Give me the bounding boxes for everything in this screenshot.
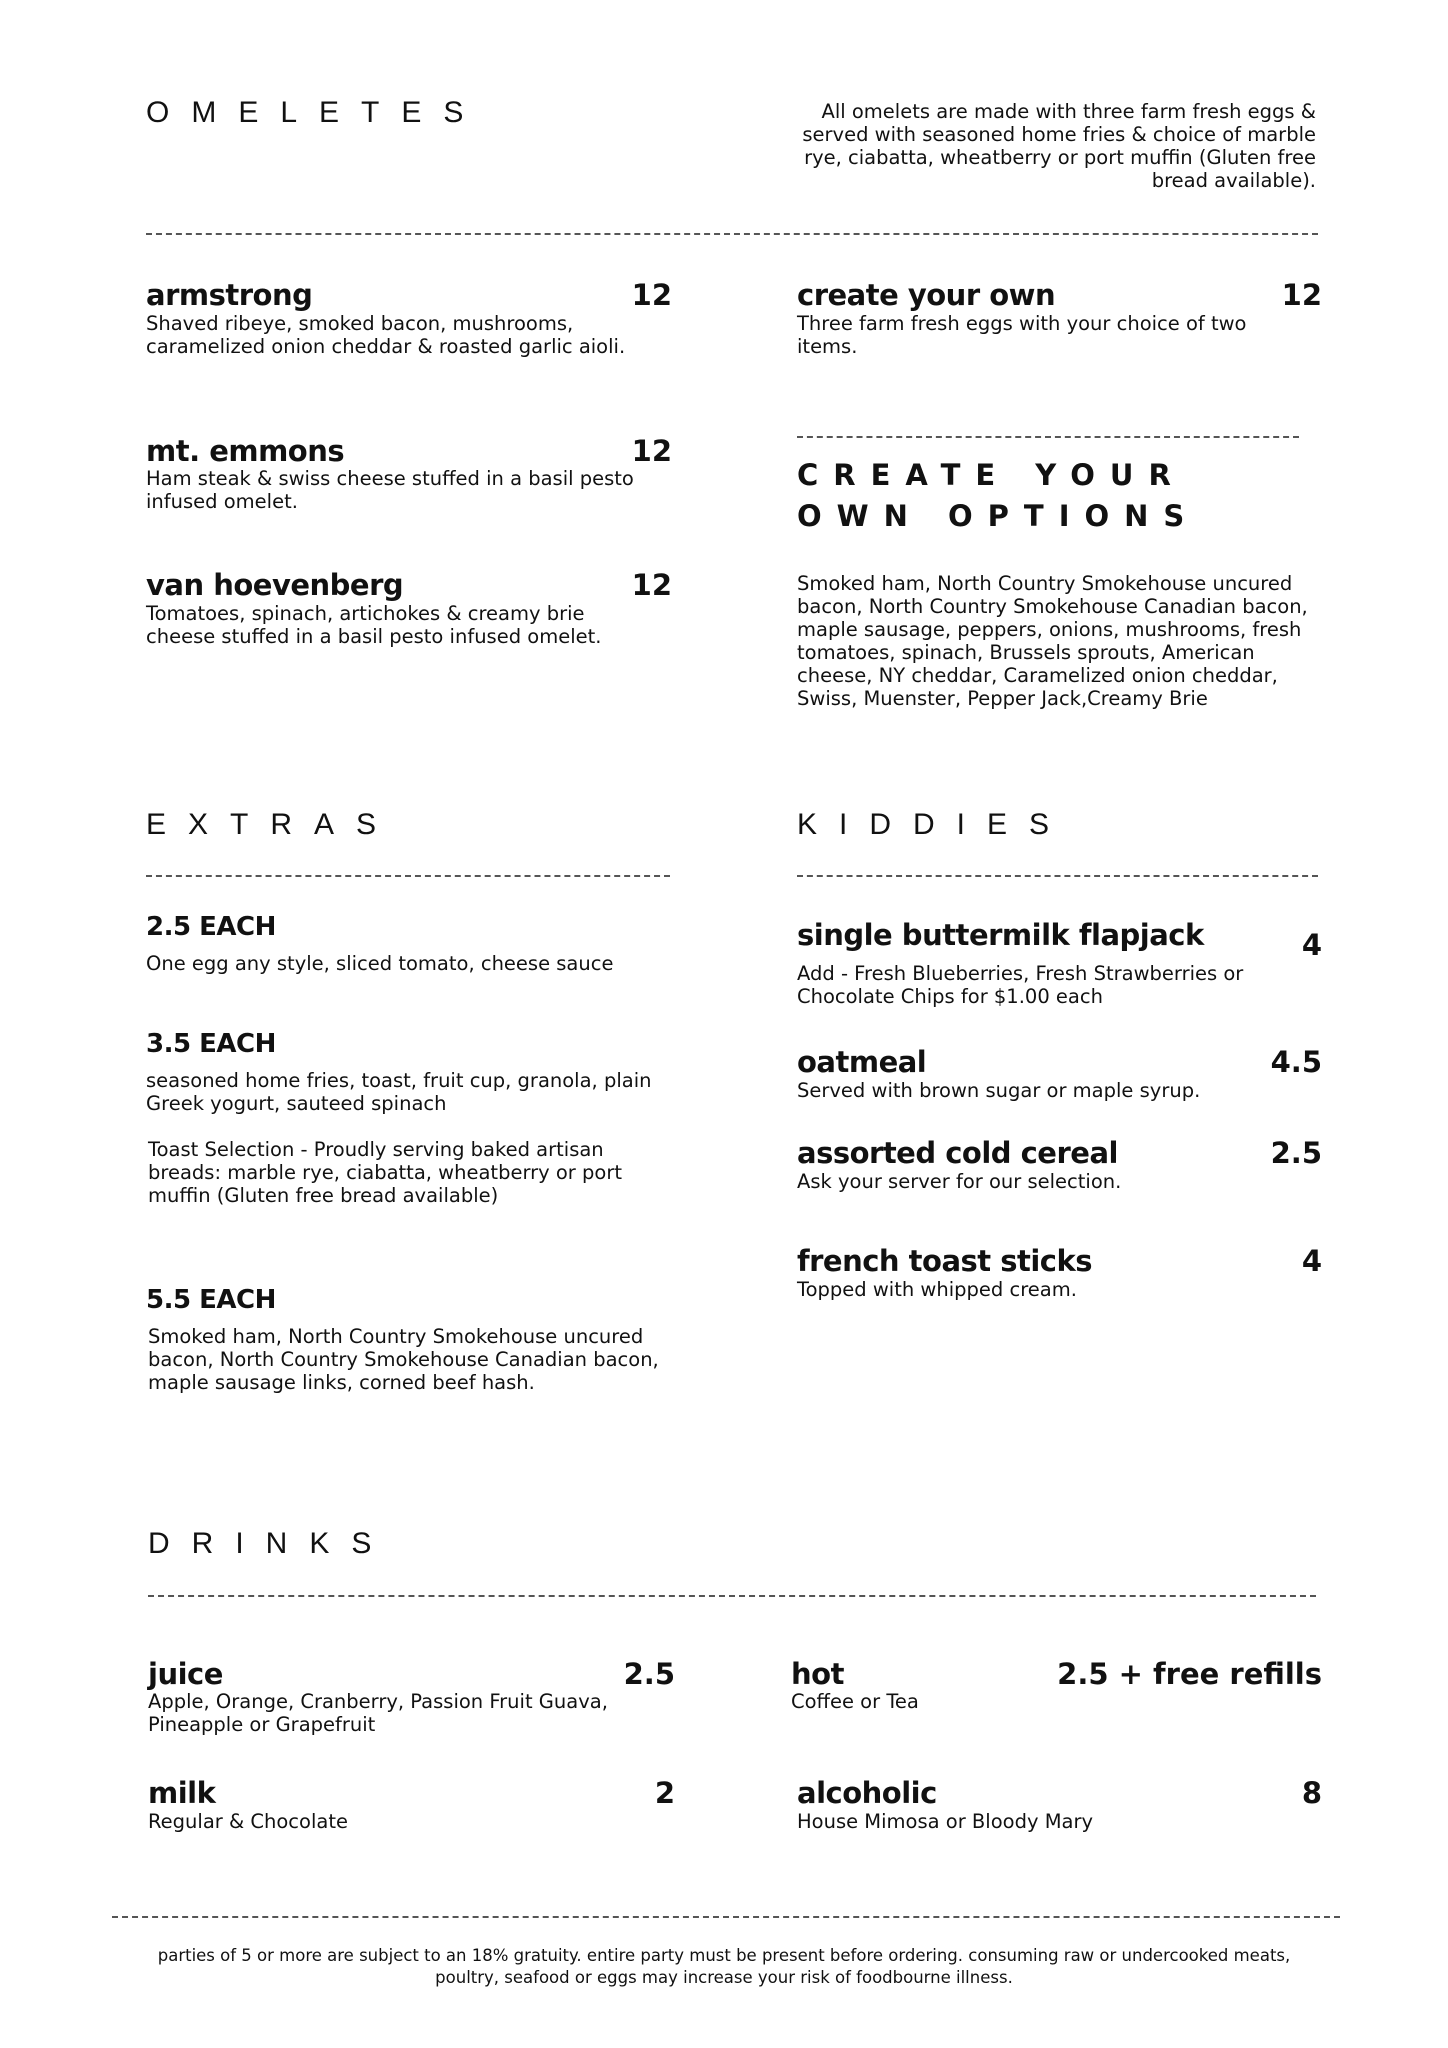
- item-price: 2.5: [623, 1657, 675, 1691]
- item-price: 12: [631, 568, 672, 602]
- item-name: van hoevenberg: [146, 568, 404, 602]
- item-desc: Apple, Orange, Cranberry, Passion Fruit Guava, Pineapple or Grapefruit: [148, 1690, 608, 1736]
- item-name: assorted cold cereal: [797, 1136, 1118, 1170]
- footer-disclaimer: parties of 5 or more are subject to an 18% gratuity. entire party must be present before ordering. consuming raw or undercooked meats, poultry, seafood or eggs may increase your risk of foodbourne illness.: [157, 1946, 1291, 1987]
- drinks-title: DRINKS: [148, 1527, 394, 1560]
- item-price: 12: [631, 434, 672, 468]
- extras-title: EXTRAS: [146, 808, 399, 841]
- omeletes-intro: All omelets are made with three farm fresh eggs & served with seasoned home fries & choice of marble rye, ciabatta, wheatberry or port muffin (Gluten free bread available).: [802, 100, 1316, 192]
- item-name: milk: [148, 1776, 216, 1810]
- item-price: 2.5 + free refills: [1057, 1657, 1322, 1691]
- item-desc: Regular & Chocolate: [148, 1810, 348, 1833]
- item-name: oatmeal: [797, 1045, 927, 1079]
- item-name: armstrong: [146, 278, 313, 312]
- extras-group-desc: One egg any style, sliced tomato, cheese sauce: [146, 952, 614, 975]
- divider: [146, 233, 1318, 235]
- item-desc: Add - Fresh Blueberries, Fresh Strawberries or Chocolate Chips for $1.00 each: [797, 962, 1244, 1008]
- item-desc: Topped with whipped cream.: [797, 1278, 1077, 1301]
- divider: [797, 436, 1299, 438]
- divider: [146, 875, 670, 877]
- item-desc: Served with brown sugar or maple syrup.: [797, 1079, 1201, 1102]
- create-options-title: CREATE YOUR OWN OPTIONS: [797, 458, 1200, 533]
- item-name: juice: [148, 1657, 223, 1691]
- extras-group-desc: seasoned home fries, toast, fruit cup, granola, plain Greek yogurt, sauteed spinach: [146, 1069, 652, 1115]
- item-name: single buttermilk flapjack: [797, 918, 1204, 952]
- item-price: 4: [1301, 1244, 1322, 1278]
- kiddies-title: KIDDIES: [797, 808, 1072, 841]
- item-desc: Ham steak & swiss cheese stuffed in a basil pesto infused omelet.: [146, 467, 634, 513]
- divider: [148, 1595, 1316, 1597]
- item-name: french toast sticks: [797, 1244, 1093, 1278]
- item-price: 12: [1281, 278, 1322, 312]
- item-desc: Coffee or Tea: [791, 1690, 919, 1713]
- item-name: create your own: [797, 278, 1056, 312]
- item-price: 2: [654, 1776, 675, 1810]
- extras-group-desc: Smoked ham, North Country Smokehouse uncured bacon, North Country Smokehouse Canadian bacon, maple sausage links, corned beef hash.: [148, 1325, 659, 1394]
- item-price: 4.5: [1270, 1045, 1322, 1079]
- item-desc: Tomatoes, spinach, artichokes & creamy brie cheese stuffed in a basil pesto infused omelet.: [146, 602, 602, 648]
- extras-group-label: 3.5 EACH: [146, 1029, 276, 1059]
- item-name: alcoholic: [797, 1776, 937, 1810]
- divider: [112, 1916, 1340, 1918]
- extras-group-label: 2.5 EACH: [146, 912, 276, 942]
- item-price: 2.5: [1270, 1136, 1322, 1170]
- extras-group-label: 5.5 EACH: [146, 1285, 276, 1315]
- omeletes-title: OMELETES: [146, 96, 486, 129]
- item-name: mt. emmons: [146, 434, 345, 468]
- divider: [797, 875, 1318, 877]
- item-desc: Three farm fresh eggs with your choice of two items.: [797, 312, 1247, 358]
- item-desc: House Mimosa or Bloody Mary: [797, 1810, 1094, 1833]
- toast-selection-note: Toast Selection - Proudly serving baked artisan breads: marble rye, ciabatta, wheatberry or port muffin (Gluten free bread available): [148, 1138, 622, 1207]
- item-name: hot: [791, 1657, 844, 1691]
- item-price: 8: [1301, 1776, 1322, 1810]
- item-price: 12: [631, 278, 672, 312]
- item-price: 4: [1301, 928, 1322, 962]
- item-desc: Shaved ribeye, smoked bacon, mushrooms, caramelized onion cheddar & roasted garlic aioli.: [146, 312, 626, 358]
- create-options-text: Smoked ham, North Country Smokehouse uncured bacon, North Country Smokehouse Canadian bacon, maple sausage, peppers, onions, mushrooms, fresh tomatoes, spinach, Brussels sprouts, American cheese, NY cheddar, Caramelized onion cheddar, Swiss, Muenster, Pepper Jack,Creamy Brie: [797, 572, 1308, 710]
- item-desc: Ask your server for our selection.: [797, 1170, 1122, 1193]
